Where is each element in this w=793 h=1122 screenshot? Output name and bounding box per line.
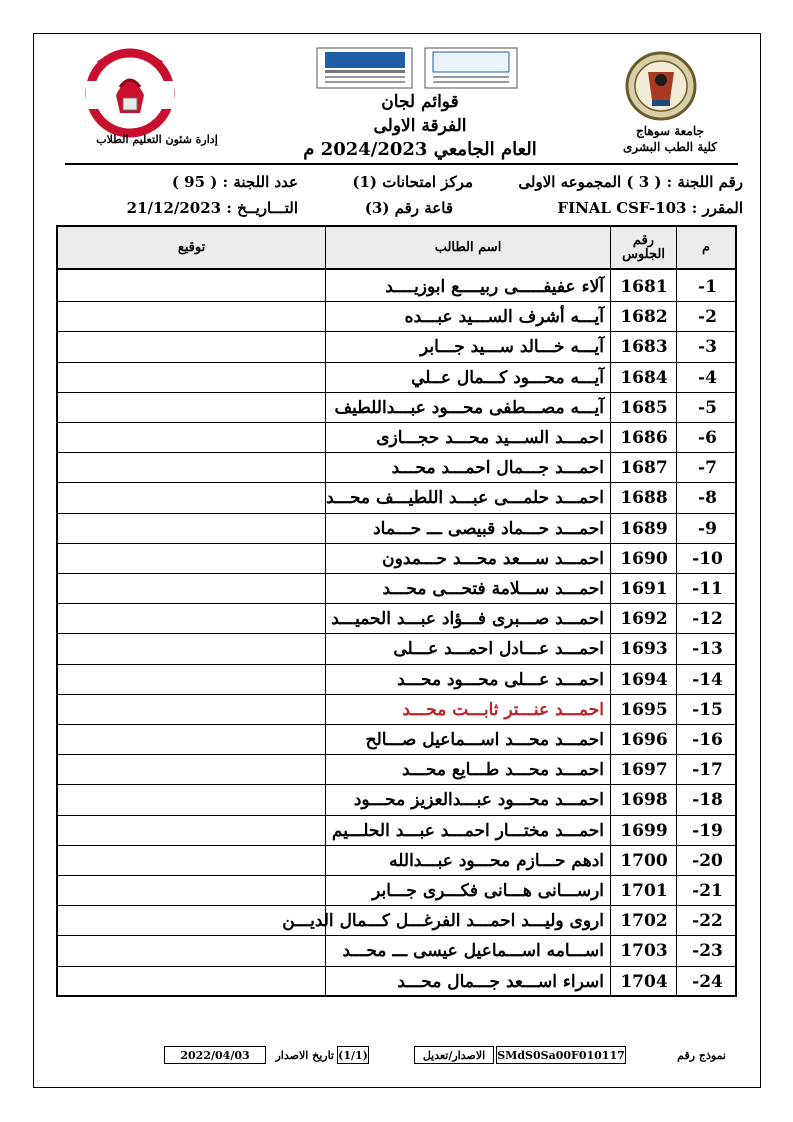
version-label: الاصدار/تعديل — [414, 1046, 494, 1064]
row-student-name: اســـامه اســـماعيل عيسى ـــ محـــد — [342, 941, 604, 962]
row-signature-cell[interactable] — [58, 755, 325, 785]
row-student-name: آيـــه محـــود كـــمال عــلي — [411, 367, 604, 388]
course: المقرر : FINAL CSF-103 — [557, 199, 743, 217]
row-student-name: احمـــد مختـــار احمـــد عبـــد الحلـــيم — [331, 820, 604, 841]
row-seat-number: 1695 — [620, 699, 668, 720]
row-signature-cell[interactable] — [58, 272, 325, 302]
table-row — [58, 363, 735, 393]
university-name: جامعة سوهاج — [636, 124, 704, 138]
table-row — [58, 393, 735, 423]
row-seat-number: 1697 — [620, 760, 668, 781]
table-row — [58, 574, 735, 604]
row-index: -23 — [692, 941, 723, 962]
row-index: -12 — [692, 609, 723, 630]
university-logo-left — [80, 43, 180, 138]
row-index: -4 — [698, 367, 717, 388]
form-number: SMdS0Sa00F010117 — [496, 1046, 626, 1064]
row-student-name: آيـــه مصـــطفى محـــود عبـــداللطيف — [334, 397, 604, 418]
row-seat-number: 1692 — [620, 609, 668, 630]
header-student-name: اسم الطالب — [434, 239, 502, 255]
row-student-name: احمـــد عنـــتر ثابـــت محـــد — [402, 699, 604, 720]
row-student-name: احمـــد ســـلامة فتحـــى محـــد — [382, 579, 604, 599]
row-signature-cell[interactable] — [58, 604, 325, 634]
hall-number: قاعة رقم (3) — [364, 199, 453, 217]
row-index: -24 — [692, 971, 723, 992]
row-seat-number: 1682 — [620, 307, 668, 328]
row-index: -15 — [692, 699, 723, 720]
table-row — [58, 453, 735, 483]
row-signature-cell[interactable] — [58, 544, 325, 574]
row-signature-cell[interactable] — [58, 393, 325, 423]
row-index: -9 — [698, 518, 717, 539]
row-seat-number: 1694 — [620, 669, 668, 690]
row-signature-cell[interactable] — [58, 423, 325, 453]
faculty-logo-right — [622, 50, 700, 122]
table-row — [58, 785, 735, 815]
row-index: -13 — [692, 639, 723, 660]
row-student-name: ادهم حـــازم محـــود عبـــدالله — [389, 850, 604, 871]
row-index: -7 — [698, 458, 717, 479]
table-row — [58, 725, 735, 755]
committee-number: رقم اللجنة : ( 3 ) المجموعه الاولى — [518, 173, 743, 191]
row-signature-cell[interactable] — [58, 634, 325, 664]
row-seat-number: 1693 — [620, 639, 668, 660]
row-seat-number: 1699 — [620, 820, 668, 841]
table-row — [58, 695, 735, 725]
row-seat-number: 1696 — [620, 730, 668, 750]
row-student-name: احمـــد عـــلى محـــود محـــد — [397, 669, 604, 690]
row-seat-number: 1686 — [620, 428, 668, 448]
header-index: م — [701, 239, 711, 255]
header-rule — [65, 163, 738, 165]
row-seat-number: 1698 — [620, 790, 668, 811]
row-seat-number: 1703 — [620, 941, 668, 962]
row-signature-cell[interactable] — [58, 574, 325, 604]
row-index: -11 — [692, 579, 723, 599]
row-seat-number: 1701 — [620, 881, 668, 901]
row-student-name: اسراء اســـعد جـــمال محـــد — [397, 971, 604, 992]
row-signature-cell[interactable] — [58, 665, 325, 695]
header-seat-number — [611, 227, 676, 268]
row-index: -5 — [698, 397, 717, 418]
table-row — [58, 967, 735, 997]
table-row — [58, 755, 735, 785]
row-signature-cell[interactable] — [58, 906, 325, 936]
version-value: (1/1) — [337, 1046, 369, 1064]
table-row — [58, 876, 735, 906]
row-seat-number: 1683 — [620, 337, 668, 358]
committee-count: عدد اللجنة : ( 95 ) — [171, 173, 298, 191]
row-seat-number: 1704 — [620, 971, 668, 992]
table-row — [58, 544, 735, 574]
table-row — [58, 423, 735, 453]
row-index: -22 — [692, 911, 723, 932]
row-student-name: احمـــد جـــمال احمـــد محـــد — [391, 458, 604, 479]
row-signature-cell[interactable] — [58, 695, 325, 725]
header-signature: توقيع — [177, 239, 206, 255]
row-seat-number: 1689 — [620, 518, 668, 539]
table-row — [58, 302, 735, 332]
row-signature-cell[interactable] — [58, 816, 325, 846]
table-row — [58, 483, 735, 513]
row-index: -2 — [698, 307, 717, 328]
row-seat-number: 1700 — [620, 850, 668, 871]
row-index: -1 — [698, 277, 717, 297]
row-seat-number: 1684 — [620, 367, 668, 388]
row-index: -17 — [692, 760, 723, 781]
row-signature-cell[interactable] — [58, 785, 325, 815]
row-signature-cell[interactable] — [58, 967, 325, 997]
row-student-name: احمـــد الســـيد محـــد حجـــازى — [376, 428, 604, 448]
row-signature-cell[interactable] — [58, 725, 325, 755]
row-seat-number: 1687 — [620, 458, 668, 479]
row-index: -10 — [692, 548, 723, 569]
title-line-1: قوائم لجان — [381, 92, 459, 112]
row-index: -8 — [698, 488, 717, 509]
table-row — [58, 665, 735, 695]
title-line-3: العام الجامعي 2024/2023 م — [303, 139, 537, 160]
table-row — [58, 604, 735, 634]
title-line-2: الفرقة الاولى — [373, 116, 467, 136]
row-seat-number: 1691 — [620, 579, 668, 599]
row-signature-cell[interactable] — [58, 453, 325, 483]
row-student-name: ارســـانى هـــانى فكـــرى جـــابر — [372, 881, 604, 901]
row-signature-cell[interactable] — [58, 363, 325, 393]
row-student-name: احمـــد عـــادل احمـــد عـــلى — [393, 639, 604, 660]
row-student-name: آيـــه خـــالد ســـيد جـــابر — [420, 337, 604, 358]
row-signature-cell[interactable] — [58, 876, 325, 906]
row-student-name: آلاء عفيفـــــى ربيــــع ابوزيــــد — [385, 277, 604, 297]
issue-date-label: تاريخ الاصدار — [275, 1048, 334, 1062]
row-seat-number: 1688 — [620, 488, 668, 509]
row-student-name: احمـــد صـــبرى فـــؤاد عبـــد الحميـــد — [331, 609, 604, 630]
row-student-name: احمـــد محـــد اســـماعيل صـــالح — [365, 730, 604, 750]
row-index: -14 — [692, 669, 723, 690]
row-signature-cell[interactable] — [58, 936, 325, 966]
table-row — [58, 272, 735, 302]
row-index: -16 — [692, 730, 723, 750]
row-signature-cell[interactable] — [58, 514, 325, 544]
row-seat-number: 1685 — [620, 397, 668, 418]
issue-date: 2022/04/03 — [164, 1046, 266, 1064]
row-student-name: احمـــد حلمـــى عبـــد اللطيـــف محـــد — [326, 488, 604, 509]
certification-badges — [317, 48, 517, 88]
table-row — [58, 846, 735, 876]
row-seat-number: 1702 — [620, 911, 668, 932]
row-student-name: احمـــد ســـعد محـــد حـــمدون — [382, 548, 604, 569]
row-student-name: احمـــد محـــود عبـــدالعزيز محـــود — [353, 790, 604, 811]
row-student-name: احمـــد حـــماد قبيصى ـــ حـــماد — [373, 518, 604, 539]
form-footer — [84, 1046, 726, 1064]
table-row — [58, 634, 735, 664]
students-table — [56, 225, 737, 997]
table-row — [58, 936, 735, 966]
admin-department: إدارة شئون التعليم الطلاب — [96, 133, 218, 146]
row-signature-cell[interactable] — [58, 302, 325, 332]
table-row — [58, 816, 735, 846]
row-index: -21 — [692, 881, 723, 901]
table-row — [58, 906, 735, 936]
row-student-name: احمـــد محـــد طـــايع محـــد — [402, 760, 604, 781]
row-seat-number: 1690 — [620, 548, 668, 569]
exam-date: التـــاريــخ : 21/12/2023 — [126, 199, 298, 217]
form-number-label: نموذج رقم — [677, 1048, 726, 1062]
row-index: -3 — [698, 337, 717, 358]
row-signature-cell[interactable] — [58, 846, 325, 876]
row-student-name: اروى وليـــد احمـــد الفرغـــل كـــمال الديـــن — [282, 911, 604, 932]
row-signature-cell[interactable] — [58, 483, 325, 513]
exam-center: مركز امتحانات (1) — [352, 173, 473, 191]
header-seat-line1: رقم — [632, 232, 655, 248]
row-student-name: آيـــه أشرف الســـيد عبـــده — [404, 307, 604, 328]
row-index: -6 — [698, 428, 717, 448]
faculty-name: كلية الطب البشرى — [622, 140, 718, 154]
row-index: -18 — [692, 790, 723, 811]
table-row — [58, 514, 735, 544]
table-row — [58, 332, 735, 362]
row-signature-cell[interactable] — [58, 332, 325, 362]
header-seat-line2: الجلوس — [622, 246, 665, 262]
row-seat-number: 1681 — [620, 277, 668, 297]
row-index: -19 — [692, 820, 723, 841]
row-index: -20 — [692, 850, 723, 871]
